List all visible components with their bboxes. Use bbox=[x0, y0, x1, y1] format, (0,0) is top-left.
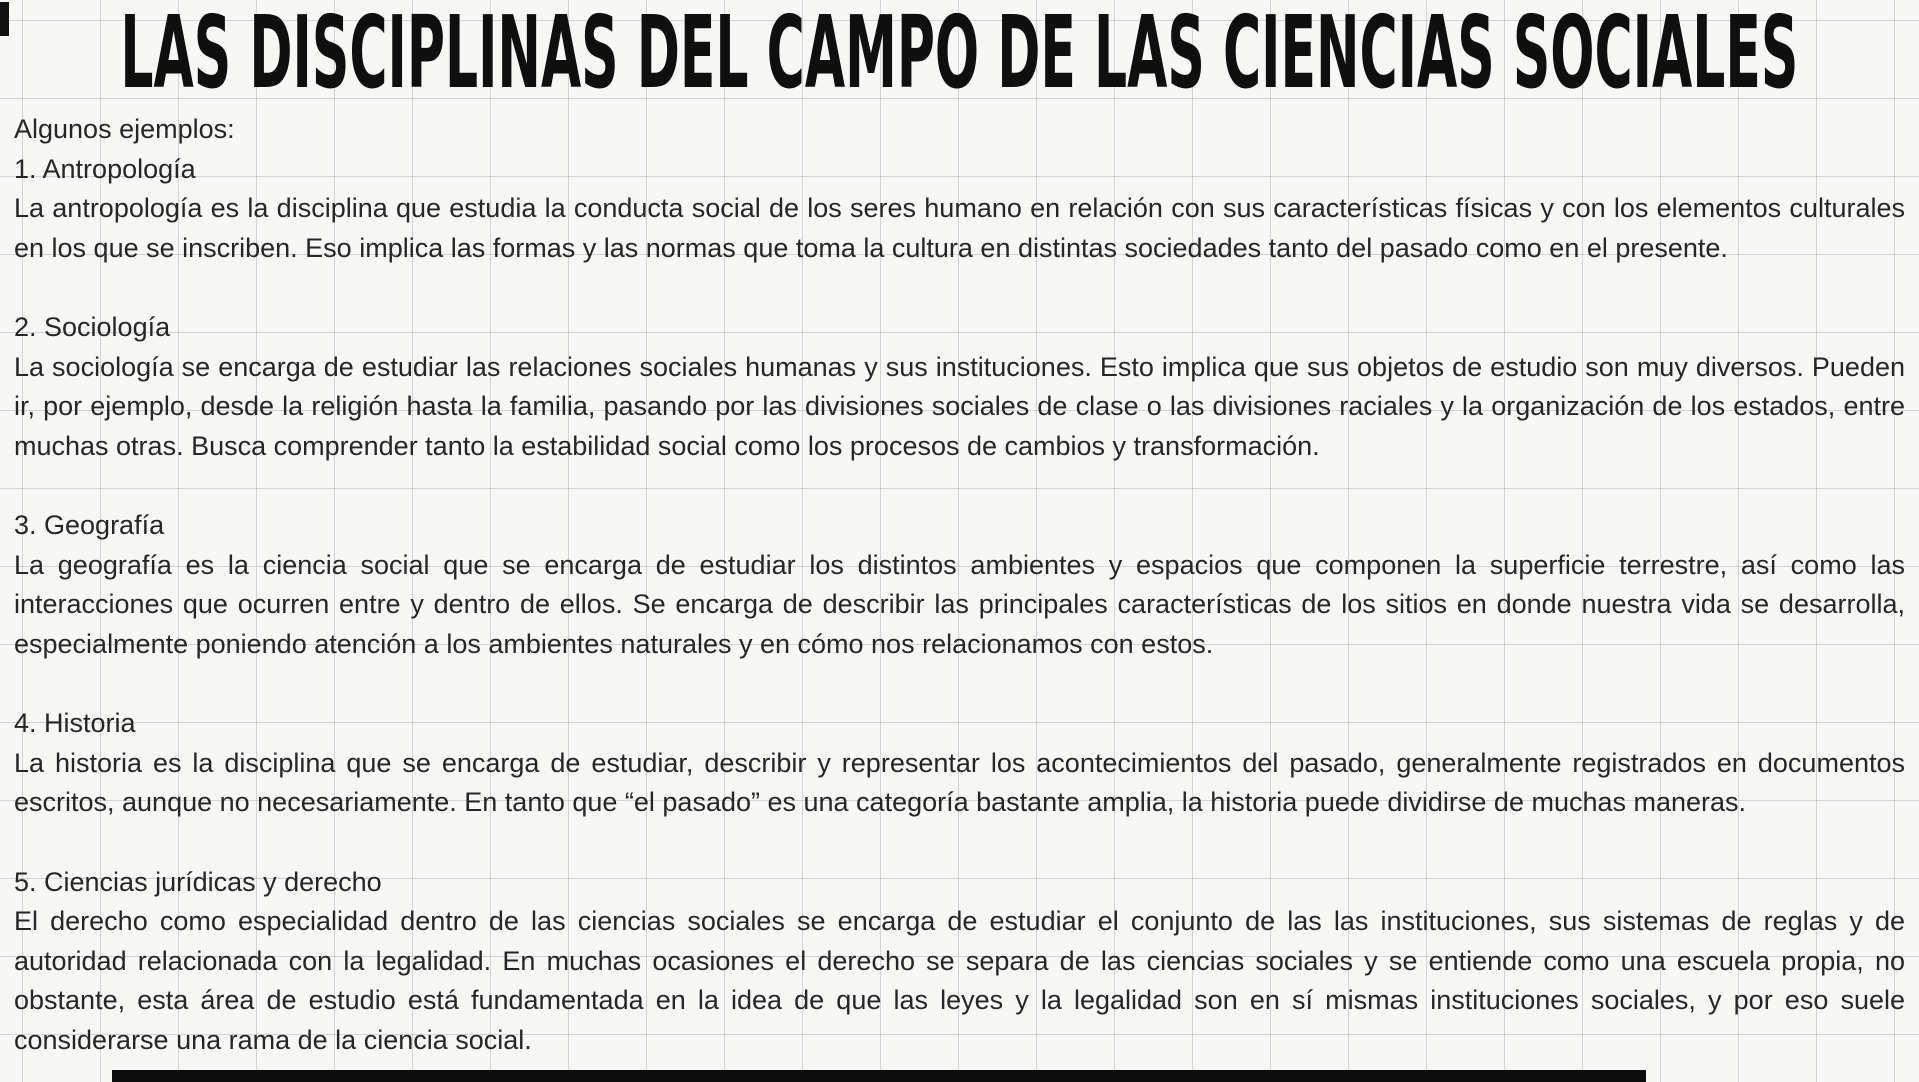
page-corner-crop-mark bbox=[0, 2, 9, 36]
section-body: La sociología se encarga de estudiar las relaciones sociales humanas y sus instituciones. Esto implica que sus objetos de estudio son muy diversos. Pueden ir, por ejemplo, desde la religión hasta la familia, pasando por las divisiones sociales de clase o las divisiones raciales y la organización de los estados, entre muchas otras. Busca comprender tanto la estabilidad social como los procesos de cambios y transformación. bbox=[14, 351, 1905, 461]
discipline-sections bbox=[14, 150, 1905, 1061]
intro-text: Algunos ejemplos: bbox=[14, 114, 235, 144]
discipline-section bbox=[14, 506, 1905, 664]
section-heading: 4. Historia bbox=[14, 708, 136, 738]
discipline-section bbox=[14, 863, 1905, 1061]
graph-paper-page bbox=[0, 2, 1919, 1082]
section-body: La geografía es la ciencia social que se encarga de estudiar los distintos ambientes y espacios que componen la superficie terrestre, así como las interacciones que ocurren entre y dentro de ellos. Se encarga de describir las principales características de los sitios en donde nuestra vida se desarrolla, especialmente poniendo atención a los ambientes naturales y en cómo nos relacionamos con estos. bbox=[14, 549, 1905, 659]
section-heading: 3. Geografía bbox=[14, 510, 165, 540]
page-content bbox=[0, 104, 1919, 1060]
discipline-section bbox=[14, 308, 1905, 466]
section-heading: 5. Ciencias jurídicas y derecho bbox=[14, 866, 382, 897]
section-body: La antropología es la disciplina que estudia la conducta social de los seres humano en relación con sus características físicas y con los elementos culturales en los que se inscriben. Eso implica las formas y las normas que toma la cultura en distintas sociedades tanto del pasado como en el presente. bbox=[14, 193, 1905, 263]
section-body: El derecho como especialidad dentro de las ciencias sociales se encarga de estudiar el conjunto de las las instituciones, sus sistemas de reglas y de autoridad relacionada con la legalidad. En muchas ocasiones el derecho se separa de las ciencias sociales y se entiende como una escuela propia, no obstante, esta área de estudio está fundamentada en la idea de que las leyes y la legalidad son en sí mismas instituciones sociales, y por eso suele considerarse una rama de la ciencia social. bbox=[14, 906, 1905, 1055]
discipline-section bbox=[14, 150, 1905, 269]
section-body: La historia es la disciplina que se encarga de estudiar, describir y representar los acontecimientos del pasado, generalmente registrados en documentos escritos, aunque no necesariamente. En tanto que “el pasado” es una categoría bastante amplia, la historia puede dividirse de muchas maneras. bbox=[14, 747, 1905, 817]
title-row bbox=[0, 2, 1919, 104]
section-heading: 2. Sociología bbox=[14, 312, 171, 342]
bottom-edge-bar bbox=[112, 1070, 1646, 1082]
discipline-section bbox=[14, 704, 1905, 823]
page-title: LAS DISCIPLINAS DEL CAMPO DE LAS CIENCIAS SOCIALES bbox=[120, 2, 1799, 104]
section-heading: 1. Antropología bbox=[14, 153, 196, 184]
